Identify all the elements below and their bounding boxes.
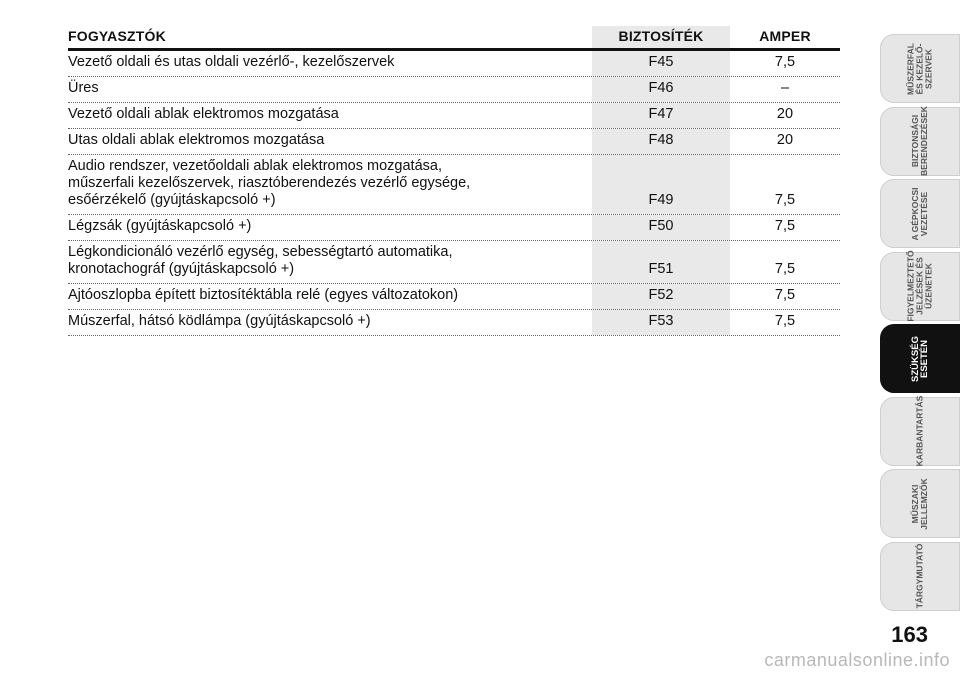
watermark: carmanualsonline.info xyxy=(764,650,950,670)
amper-cell: 7,5 xyxy=(774,313,796,329)
header-fuse: BIZTOSÍTÉK xyxy=(592,26,730,48)
consumer-text: Légzsák (gyújtáskapcsoló +) xyxy=(68,218,252,234)
table-row xyxy=(68,129,840,155)
section-tab[interactable] xyxy=(880,542,960,611)
consumer-cell xyxy=(68,51,592,76)
fuse-cell: F47 xyxy=(592,103,730,128)
table-body xyxy=(68,51,840,336)
section-tab[interactable] xyxy=(880,469,960,538)
consumer-text: Üres xyxy=(68,80,99,96)
section-tab-label: FIGYELMEZTETŐ JELZÉSEK ÉS ÜZENETEK xyxy=(905,250,934,322)
consumer-text: Múszerfal, hátsó ködlámpa (gyújtáskapcsoló +) xyxy=(68,313,371,329)
consumer-text: Utas oldali ablak elektromos mozgatása xyxy=(68,132,325,148)
amper-cell: 7,5 xyxy=(774,54,796,70)
consumer-text: Légkondicionáló vezérlő egység, sebességtartó automatika, xyxy=(68,244,453,260)
consumer-cell xyxy=(68,310,592,335)
consumer-cell xyxy=(68,155,592,214)
consumer-text: kronotachográf (gyújtáskapcsoló +) xyxy=(68,261,295,277)
section-tab-label: KARBANTARTÁS xyxy=(914,395,925,467)
amper-cell: 20 xyxy=(776,106,794,122)
amper-cell: – xyxy=(780,80,790,96)
table-row xyxy=(68,215,840,241)
table-row xyxy=(68,155,840,215)
fuse-cell: F48 xyxy=(592,129,730,154)
consumer-text: esőérzékelő (gyújtáskapcsoló +) xyxy=(68,192,276,208)
table-row xyxy=(68,241,840,284)
consumer-cell xyxy=(68,241,592,283)
section-tab[interactable] xyxy=(880,397,960,466)
fuse-cell: F53 xyxy=(592,310,730,335)
consumer-cell xyxy=(68,284,592,309)
fuse-table xyxy=(68,26,840,336)
header-amper: AMPER xyxy=(759,28,811,44)
fuse-cell: F52 xyxy=(592,284,730,309)
table-row xyxy=(68,77,840,103)
section-tab[interactable] xyxy=(880,252,960,321)
consumer-cell xyxy=(68,129,592,154)
amper-cell: 20 xyxy=(776,132,794,148)
amper-cell: 7,5 xyxy=(774,192,796,208)
header-consumers: FOGYASZTÓK xyxy=(68,28,166,44)
section-tab-label: SZÜKSÉG ESETÉN xyxy=(910,335,930,382)
consumer-cell xyxy=(68,77,592,102)
section-tab[interactable] xyxy=(880,107,960,176)
table-row xyxy=(68,103,840,129)
consumer-text: Vezető oldali és utas oldali vezérlő-, kezelőszervek xyxy=(68,54,395,70)
section-tab-label: MŰSZERFAL ÉS KEZELŐ- SZERVEK xyxy=(905,42,934,95)
table-row xyxy=(68,51,840,77)
page-number: 163 xyxy=(891,622,928,647)
consumer-text: Ajtóoszlopba épített biztosítéktábla relé (egyes változatokon) xyxy=(68,287,459,303)
section-tab-label: BIZTONSÁGI BERENDEZÉSEK xyxy=(910,106,929,176)
section-tab[interactable] xyxy=(880,34,960,103)
amper-cell: 7,5 xyxy=(774,261,796,277)
fuse-cell: F45 xyxy=(592,51,730,76)
table-row xyxy=(68,310,840,336)
fuse-cell: F50 xyxy=(592,215,730,240)
consumer-text: Audio rendszer, vezetőoldali ablak elektromos mozgatása, xyxy=(68,158,442,174)
fuse-cell: F51 xyxy=(592,241,730,283)
table-header xyxy=(68,26,840,51)
section-tab-label: A GÉPKOCSI VEZETÉSE xyxy=(910,186,929,241)
fuse-cell: F46 xyxy=(592,77,730,102)
section-tab[interactable] xyxy=(880,324,960,393)
section-tab-label: TÁRGYMUTATÓ xyxy=(914,543,925,609)
fuse-cell: F49 xyxy=(592,155,730,214)
amper-cell: 7,5 xyxy=(774,287,796,303)
section-tabs xyxy=(880,34,960,614)
consumer-cell xyxy=(68,103,592,128)
consumer-text: Vezető oldali ablak elektromos mozgatása xyxy=(68,106,339,122)
consumer-cell xyxy=(68,215,592,240)
amper-cell: 7,5 xyxy=(774,218,796,234)
section-tab[interactable] xyxy=(880,179,960,248)
table-row xyxy=(68,284,840,310)
section-tab-label: MŰSZAKI JELLEMZŐK xyxy=(910,477,929,530)
consumer-text: műszerfali kezelőszervek, riasztóberendezés vezérlő egysége, xyxy=(68,175,471,191)
